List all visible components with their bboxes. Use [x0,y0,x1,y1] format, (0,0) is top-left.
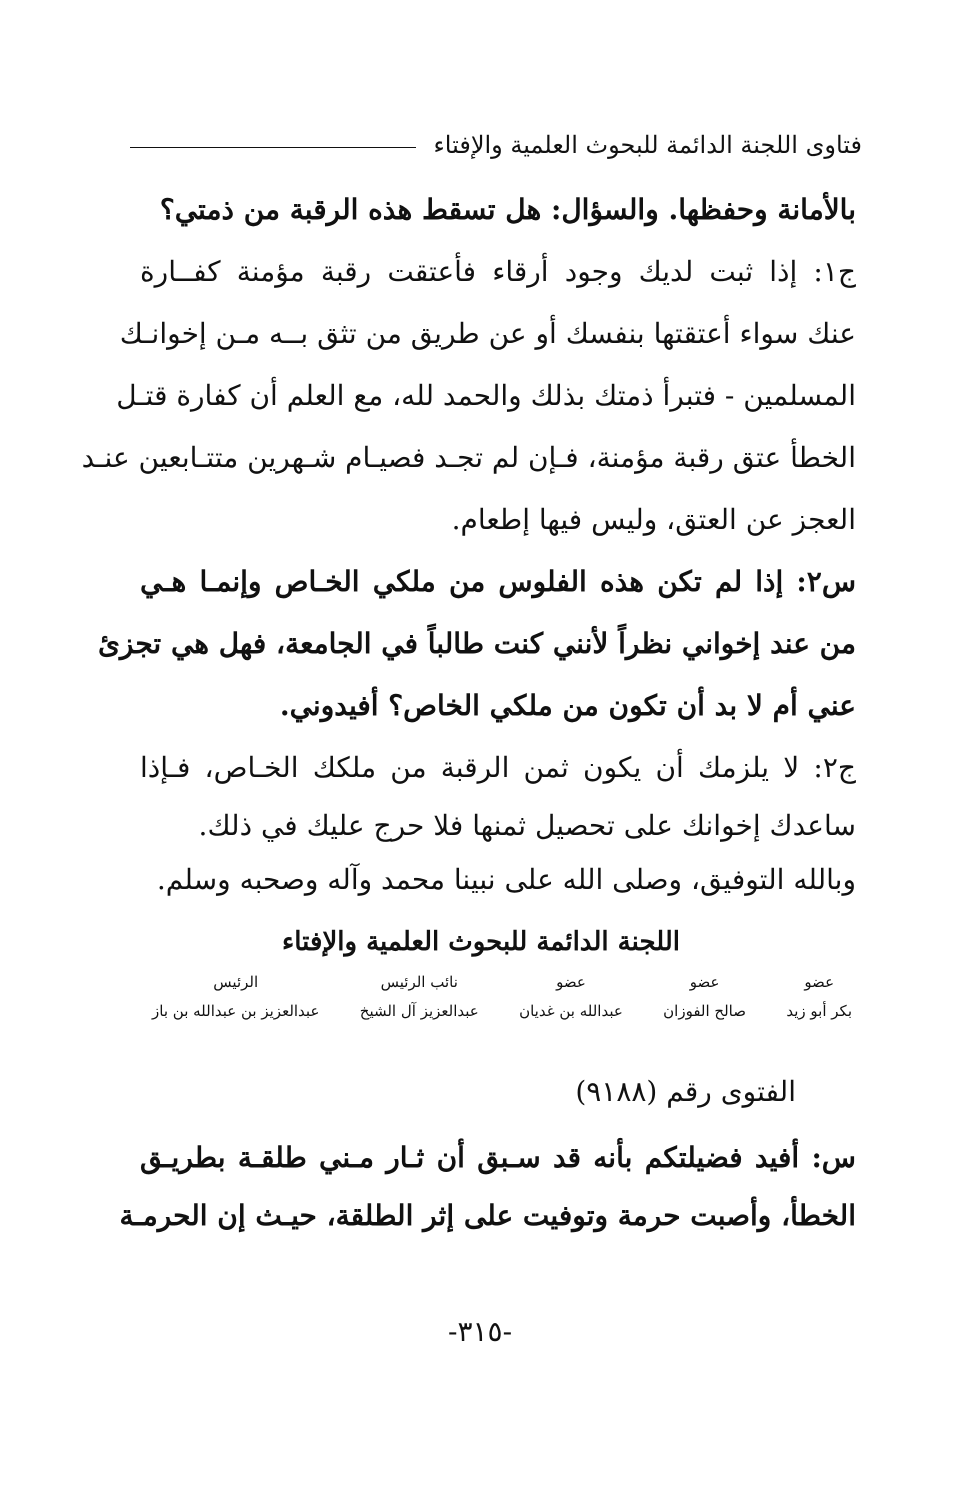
signatory-role: عضو [804,973,835,991]
signatory-name: عبدالعزيز بن عبدالله بن باز [152,1002,320,1020]
signatory-role: عضو [689,973,720,991]
signatory-role: عضو [556,973,586,991]
committee-title: اللجنة الدائمة للبحوث العلمية والإفتاء [282,927,680,957]
signatory-role: نائب الرئيس [380,973,458,991]
answer-1-line-5: العجز عن العتق، وليس فيها إطعام. [451,503,856,536]
running-title: فتاوى اللجنة الدائمة للبحوث العلمية والإفتاء [433,131,862,159]
signatory-name: عبدالله بن غديان [519,1002,623,1020]
signatories [152,968,852,1048]
signatory-role: الرئيس [213,973,259,991]
signatory [786,968,852,1048]
signatory-name: صالح الفوزان [663,1002,746,1020]
answer-1-line-3: المسلمين - فتبرأ ذمتك بذلك والحمد لله، مع العلم أن كفارة قتـل [116,379,856,412]
page-number: -٣١٥- [447,1315,513,1348]
signatory-name: عبدالعزيز آل الشيخ [359,1002,479,1020]
signatory-name: بكر أبو زيد [786,1002,852,1020]
question-2-line-1: س٢: إذا لم تكن هذه الفلوس من ملكي الخـاص وإنمـا هـي [140,565,856,598]
answer-1-line-1: ج١: إذا ثبت لديك وجود أرقاء فأعتقت رقبة مؤمنة كفــارة [140,255,856,288]
header-rule [130,147,416,148]
closing-salutation: وبالله التوفيق، وصلى الله على نبينا محمد وآله وصحبه وسلم. [156,863,856,896]
answer-2-line-2: ساعدك إخوانك على تحصيل ثمنها فلا حرج عليك في ذلك. [198,809,856,842]
question-2-line-2: من عند إخواني نظراً لأنني كنت طالباً في الجامعة، فهل هي تجزئ [97,627,856,660]
signatory [663,968,746,1048]
question-continuation: بالأمانة وحفظها. والسؤال: هل تسقط هذه الرقبة من ذمتي؟ [159,193,856,226]
running-header [130,120,862,170]
signatory [519,968,623,1048]
question-3-line-1: س: أفيد فضيلتكم بأنه قد سـبق أن ثـار مـني طلقـة بطريـق [140,1141,856,1174]
question-3-line-2: الخطأ، وأصبت حرمة وتوفيت على إثر الطلقة، حيـث إن الحرمـة [119,1199,856,1232]
answer-1-line-2: عنك سواء أعتقتها بنفسك أو عن طريق من تثق بــه مـن إخوانـك [119,317,856,350]
signatory [360,968,479,1048]
answer-2-line-1: ج٢: لا يلزمك أن يكون ثمن الرقبة من ملكك الخـاص، فـإذا [140,751,856,784]
question-2-line-3: عني أم لا بد أن تكون من ملكي الخاص؟ أفيدوني. [279,689,856,722]
answer-1-line-4: الخطأ عتق رقبة مؤمنة، فـإن لم تجـد فصيـام شـهرين متتـابعين عنـد [81,441,856,474]
fatwa-number: الفتوى رقم (٩١٨٨) [575,1075,796,1108]
signatory [152,968,319,1048]
